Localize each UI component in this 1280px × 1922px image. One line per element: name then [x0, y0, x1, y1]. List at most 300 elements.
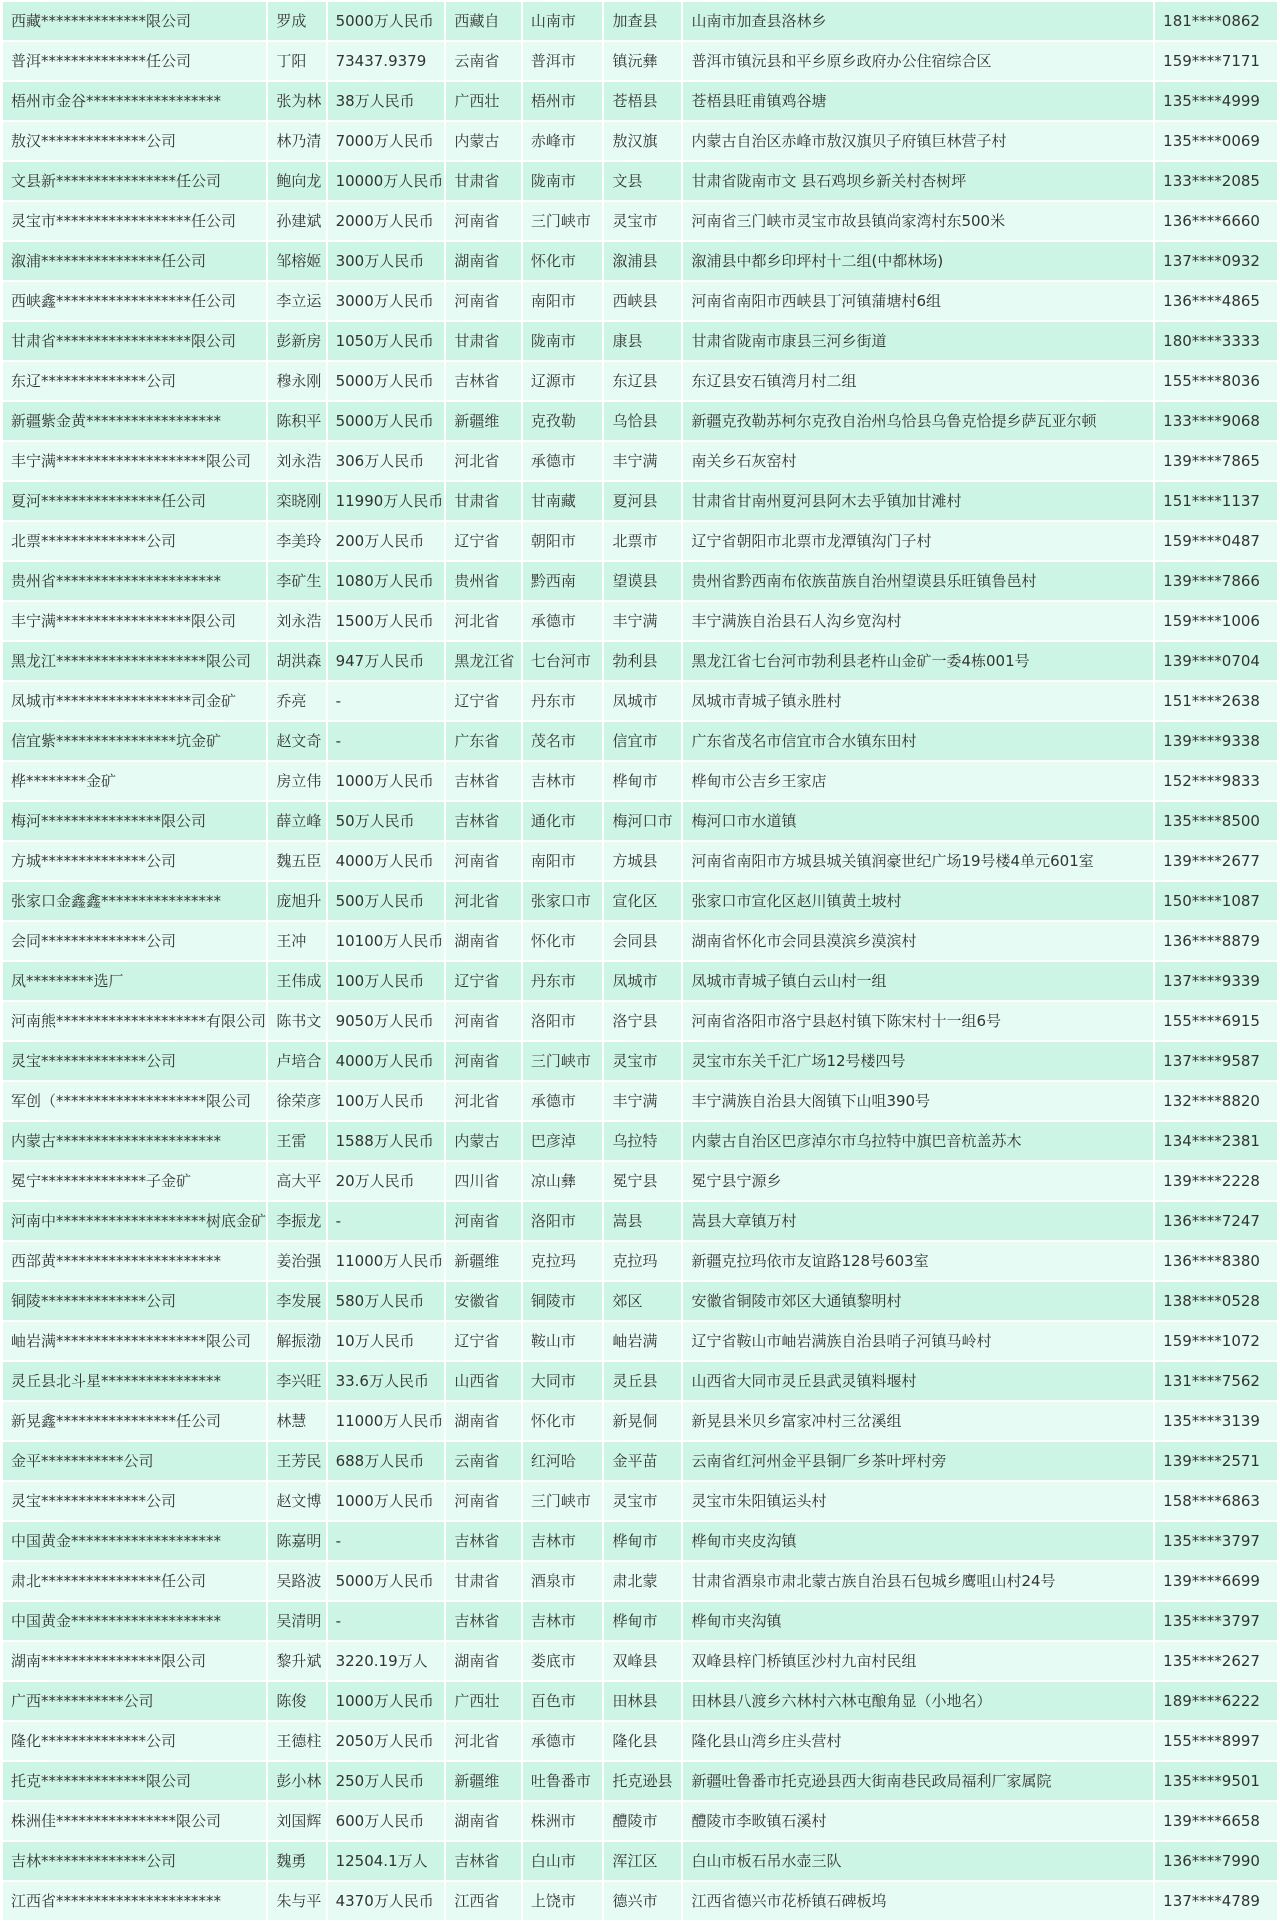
province-cell: 河南省 [446, 1202, 521, 1240]
phone-cell: 155****6915 [1155, 1002, 1277, 1040]
table-row [3, 122, 1277, 160]
province-cell: 广东省 [446, 722, 521, 760]
legal-rep-cell: 解振渤 [268, 1322, 325, 1360]
address-cell: 双峰县梓门桥镇匡沙村九亩村民组 [683, 1642, 1153, 1680]
registered-capital-cell: - [328, 722, 445, 760]
registered-capital-cell: 2000万人民币 [328, 202, 445, 240]
address-cell: 山西省大同市灵丘县武灵镇料堰村 [683, 1362, 1153, 1400]
registered-capital-cell: - [328, 682, 445, 720]
registered-capital-cell: 580万人民币 [328, 1282, 445, 1320]
province-cell: 河南省 [446, 1002, 521, 1040]
company-name-cell: 湖南****************限公司 [3, 1642, 266, 1680]
phone-cell: 135****3797 [1155, 1602, 1277, 1640]
city-cell: 茂名市 [523, 722, 603, 760]
legal-rep-cell: 穆永刚 [268, 362, 325, 400]
phone-cell: 135****2627 [1155, 1642, 1277, 1680]
address-cell: 湖南省怀化市会同县漠滨乡漠滨村 [683, 922, 1153, 960]
legal-rep-cell: 姜治强 [268, 1242, 325, 1280]
address-cell: 河南省南阳市西峡县丁河镇蒲塘村6组 [683, 282, 1153, 320]
registered-capital-cell: 3000万人民币 [328, 282, 445, 320]
address-cell: 辽宁省鞍山市岫岩满族自治县哨子河镇马岭村 [683, 1322, 1153, 1360]
city-cell: 承德市 [523, 1722, 603, 1760]
table-row [3, 242, 1277, 280]
address-cell: 桦甸市夹沟镇 [683, 1602, 1153, 1640]
address-cell: 河南省南阳市方城县城关镇润豪世纪广场19号楼4单元601室 [683, 842, 1153, 880]
address-cell: 张家口市宣化区赵川镇黄土坡村 [683, 882, 1153, 920]
registered-capital-cell: 10万人民币 [328, 1322, 445, 1360]
county-cell: 灵宝市 [604, 202, 681, 240]
legal-rep-cell: 李振龙 [268, 1202, 325, 1240]
phone-cell: 134****2381 [1155, 1122, 1277, 1160]
county-cell: 溆浦县 [604, 242, 681, 280]
address-cell: 普洱市镇沅县和平乡原乡政府办公住宿综合区 [683, 42, 1153, 80]
province-cell: 河北省 [446, 882, 521, 920]
legal-rep-cell: 栾晓刚 [268, 482, 325, 520]
city-cell: 凉山彝 [523, 1162, 603, 1200]
province-cell: 湖南省 [446, 1802, 521, 1840]
province-cell: 吉林省 [446, 1842, 521, 1880]
province-cell: 江西省 [446, 1882, 521, 1920]
registered-capital-cell: 11000万人民币 [328, 1402, 445, 1440]
phone-cell: 133****2085 [1155, 162, 1277, 200]
phone-cell: 133****9068 [1155, 402, 1277, 440]
county-cell: 肃北蒙 [604, 1562, 681, 1600]
company-name-cell: 贵州省********************** [3, 562, 266, 600]
county-cell: 方城县 [604, 842, 681, 880]
county-cell: 北票市 [604, 522, 681, 560]
legal-rep-cell: 王冲 [268, 922, 325, 960]
address-cell: 灵宝市朱阳镇运头村 [683, 1482, 1153, 1520]
legal-rep-cell: 王伟成 [268, 962, 325, 1000]
address-cell: 山南市加查县洛林乡 [683, 2, 1153, 40]
address-cell: 凤城市青城子镇永胜村 [683, 682, 1153, 720]
company-name-cell: 中国黄金******************** [3, 1522, 266, 1560]
province-cell: 云南省 [446, 42, 521, 80]
registered-capital-cell: - [328, 1202, 445, 1240]
city-cell: 百色市 [523, 1682, 603, 1720]
table-row [3, 1042, 1277, 1080]
registered-capital-cell: 4370万人民币 [328, 1882, 445, 1920]
company-name-cell: 内蒙古********************** [3, 1122, 266, 1160]
registered-capital-cell: 5000万人民币 [328, 1562, 445, 1600]
phone-cell: 135****0069 [1155, 122, 1277, 160]
address-cell: 内蒙古自治区赤峰市敖汉旗贝子府镇巨林营子村 [683, 122, 1153, 160]
legal-rep-cell: 高大平 [268, 1162, 325, 1200]
company-name-cell: 江西省********************** [3, 1882, 266, 1920]
legal-rep-cell: 房立伟 [268, 762, 325, 800]
legal-rep-cell: 罗成 [268, 2, 325, 40]
registered-capital-cell: 1000万人民币 [328, 1482, 445, 1520]
table-row [3, 322, 1277, 360]
phone-cell: 189****6222 [1155, 1682, 1277, 1720]
company-name-cell: 信宜紫****************坑金矿 [3, 722, 266, 760]
phone-cell: 150****1087 [1155, 882, 1277, 920]
legal-rep-cell: 黎升斌 [268, 1642, 325, 1680]
province-cell: 吉林省 [446, 1602, 521, 1640]
registered-capital-cell: 11990万人民币 [328, 482, 445, 520]
company-name-cell: 凤*********选厂 [3, 962, 266, 1000]
county-cell: 醴陵市 [604, 1802, 681, 1840]
address-cell: 溆浦县中都乡印坪村十二组(中都林场) [683, 242, 1153, 280]
table-row [3, 1202, 1277, 1240]
phone-cell: 139****6699 [1155, 1562, 1277, 1600]
legal-rep-cell: 林慧 [268, 1402, 325, 1440]
city-cell: 吐鲁番市 [523, 1762, 603, 1800]
table-row [3, 1402, 1277, 1440]
city-cell: 克孜勒 [523, 402, 603, 440]
city-cell: 白山市 [523, 1842, 603, 1880]
phone-cell: 136****4865 [1155, 282, 1277, 320]
county-cell: 西峡县 [604, 282, 681, 320]
legal-rep-cell: 魏五臣 [268, 842, 325, 880]
city-cell: 株洲市 [523, 1802, 603, 1840]
province-cell: 吉林省 [446, 762, 521, 800]
phone-cell: 137****9339 [1155, 962, 1277, 1000]
province-cell: 湖南省 [446, 922, 521, 960]
county-cell: 克拉玛 [604, 1242, 681, 1280]
province-cell: 吉林省 [446, 362, 521, 400]
table-row [3, 762, 1277, 800]
registered-capital-cell: 600万人民币 [328, 1802, 445, 1840]
legal-rep-cell: 林乃清 [268, 122, 325, 160]
province-cell: 黑龙江省 [446, 642, 521, 680]
table-row [3, 602, 1277, 640]
province-cell: 新疆维 [446, 1762, 521, 1800]
city-cell: 上饶市 [523, 1882, 603, 1920]
table-row [3, 442, 1277, 480]
table-row [3, 1082, 1277, 1120]
county-cell: 托克逊县 [604, 1762, 681, 1800]
table-row [3, 202, 1277, 240]
phone-cell: 137****9587 [1155, 1042, 1277, 1080]
province-cell: 辽宁省 [446, 682, 521, 720]
company-name-cell: 隆化**************公司 [3, 1722, 266, 1760]
county-cell: 灵宝市 [604, 1042, 681, 1080]
company-name-cell: 金平***********公司 [3, 1442, 266, 1480]
table-row [3, 1282, 1277, 1320]
city-cell: 吉林市 [523, 1602, 603, 1640]
city-cell: 三门峡市 [523, 202, 603, 240]
city-cell: 梧州市 [523, 82, 603, 120]
table-row [3, 482, 1277, 520]
county-cell: 隆化县 [604, 1722, 681, 1760]
province-cell: 湖南省 [446, 242, 521, 280]
city-cell: 酒泉市 [523, 1562, 603, 1600]
table-row [3, 1242, 1277, 1280]
company-name-cell: 岫岩满********************限公司 [3, 1322, 266, 1360]
registered-capital-cell: 1000万人民币 [328, 762, 445, 800]
company-name-cell: 西峡鑫******************任公司 [3, 282, 266, 320]
province-cell: 内蒙古 [446, 122, 521, 160]
registered-capital-cell: 1500万人民币 [328, 602, 445, 640]
registered-capital-cell: 38万人民币 [328, 82, 445, 120]
phone-cell: 135****9501 [1155, 1762, 1277, 1800]
address-cell: 丰宁满族自治县大阁镇下山咀390号 [683, 1082, 1153, 1120]
company-name-cell: 凤城市******************司金矿 [3, 682, 266, 720]
county-cell: 灵宝市 [604, 1482, 681, 1520]
table-row [3, 1722, 1277, 1760]
phone-cell: 159****7171 [1155, 42, 1277, 80]
table-row [3, 642, 1277, 680]
registered-capital-cell: - [328, 1602, 445, 1640]
province-cell: 河北省 [446, 1722, 521, 1760]
registered-capital-cell: 12504.1万人 [328, 1842, 445, 1880]
province-cell: 新疆维 [446, 402, 521, 440]
company-name-cell: 梧州市金谷****************** [3, 82, 266, 120]
company-name-cell: 株洲佳****************限公司 [3, 1802, 266, 1840]
table-row [3, 722, 1277, 760]
registered-capital-cell: 73437.9379 [328, 42, 445, 80]
county-cell: 田林县 [604, 1682, 681, 1720]
county-cell: 望谟县 [604, 562, 681, 600]
company-name-cell: 文县新****************任公司 [3, 162, 266, 200]
city-cell: 洛阳市 [523, 1002, 603, 1040]
phone-cell: 151****2638 [1155, 682, 1277, 720]
company-name-cell: 西藏**************限公司 [3, 2, 266, 40]
city-cell: 张家口市 [523, 882, 603, 920]
address-cell: 梅河口市水道镇 [683, 802, 1153, 840]
table-row [3, 1362, 1277, 1400]
city-cell: 南阳市 [523, 842, 603, 880]
county-cell: 丰宁满 [604, 1082, 681, 1120]
table-row [3, 522, 1277, 560]
county-cell: 丰宁满 [604, 602, 681, 640]
province-cell: 河南省 [446, 202, 521, 240]
company-name-cell: 张家口金鑫鑫**************** [3, 882, 266, 920]
table-row [3, 1442, 1277, 1480]
county-cell: 苍梧县 [604, 82, 681, 120]
company-name-cell: 中国黄金******************** [3, 1602, 266, 1640]
address-cell: 灵宝市东关千汇广场12号楼四号 [683, 1042, 1153, 1080]
table-row [3, 1162, 1277, 1200]
legal-rep-cell: 张为林 [268, 82, 325, 120]
registered-capital-cell: 10000万人民币 [328, 162, 445, 200]
table-row [3, 842, 1277, 880]
province-cell: 云南省 [446, 1442, 521, 1480]
phone-cell: 139****2677 [1155, 842, 1277, 880]
county-cell: 桦甸市 [604, 1522, 681, 1560]
city-cell: 鞍山市 [523, 1322, 603, 1360]
province-cell: 辽宁省 [446, 1322, 521, 1360]
county-cell: 加查县 [604, 2, 681, 40]
table-row [3, 1802, 1277, 1840]
county-cell: 冕宁县 [604, 1162, 681, 1200]
address-cell: 冕宁县宁源乡 [683, 1162, 1153, 1200]
company-name-cell: 铜陵**************公司 [3, 1282, 266, 1320]
city-cell: 洛阳市 [523, 1202, 603, 1240]
province-cell: 辽宁省 [446, 522, 521, 560]
legal-rep-cell: 赵文奇 [268, 722, 325, 760]
legal-rep-cell: 陈积平 [268, 402, 325, 440]
company-name-cell: 普洱**************任公司 [3, 42, 266, 80]
city-cell: 承德市 [523, 1082, 603, 1120]
address-cell: 江西省德兴市花桥镇石碑板坞 [683, 1882, 1153, 1920]
county-cell: 信宜市 [604, 722, 681, 760]
phone-cell: 135****3139 [1155, 1402, 1277, 1440]
province-cell: 河北省 [446, 602, 521, 640]
legal-rep-cell: 王芳民 [268, 1442, 325, 1480]
registered-capital-cell: 5000万人民币 [328, 2, 445, 40]
province-cell: 甘肃省 [446, 482, 521, 520]
company-name-cell: 梅河****************限公司 [3, 802, 266, 840]
table-row [3, 1562, 1277, 1600]
table-row [3, 1882, 1277, 1920]
address-cell: 白山市板石吊水壶三队 [683, 1842, 1153, 1880]
city-cell: 陇南市 [523, 322, 603, 360]
county-cell: 宣化区 [604, 882, 681, 920]
city-cell: 七台河市 [523, 642, 603, 680]
registered-capital-cell: 1588万人民币 [328, 1122, 445, 1160]
address-cell: 内蒙古自治区巴彦淖尔市乌拉特中旗巴音杭盖苏木 [683, 1122, 1153, 1160]
address-cell: 贵州省黔西南布依族苗族自治州望谟县乐旺镇鲁邑村 [683, 562, 1153, 600]
registered-capital-cell: 33.6万人民币 [328, 1362, 445, 1400]
table-row [3, 1642, 1277, 1680]
registered-capital-cell: 20万人民币 [328, 1162, 445, 1200]
legal-rep-cell: 丁阳 [268, 42, 325, 80]
province-cell: 辽宁省 [446, 962, 521, 1000]
phone-cell: 151****1137 [1155, 482, 1277, 520]
phone-cell: 136****7990 [1155, 1842, 1277, 1880]
company-table [1, 0, 1279, 1922]
city-cell: 陇南市 [523, 162, 603, 200]
company-name-cell: 灵宝市******************任公司 [3, 202, 266, 240]
table-row [3, 802, 1277, 840]
phone-cell: 131****7562 [1155, 1362, 1277, 1400]
city-cell: 三门峡市 [523, 1042, 603, 1080]
company-name-cell: 西部黄********************** [3, 1242, 266, 1280]
registered-capital-cell: 5000万人民币 [328, 402, 445, 440]
city-cell: 山南市 [523, 2, 603, 40]
county-cell: 凤城市 [604, 682, 681, 720]
table-row [3, 882, 1277, 920]
province-cell: 贵州省 [446, 562, 521, 600]
phone-cell: 181****0862 [1155, 2, 1277, 40]
city-cell: 红河哈 [523, 1442, 603, 1480]
phone-cell: 139****2228 [1155, 1162, 1277, 1200]
registered-capital-cell: 1000万人民币 [328, 1682, 445, 1720]
city-cell: 普洱市 [523, 42, 603, 80]
address-cell: 南关乡石灰窑村 [683, 442, 1153, 480]
company-name-cell: 黑龙江********************限公司 [3, 642, 266, 680]
company-name-cell: 丰宁满******************限公司 [3, 602, 266, 640]
phone-cell: 158****6863 [1155, 1482, 1277, 1520]
registered-capital-cell: 11000万人民币 [328, 1242, 445, 1280]
phone-cell: 136****6660 [1155, 202, 1277, 240]
legal-rep-cell: 李发展 [268, 1282, 325, 1320]
address-cell: 甘肃省酒泉市肃北蒙古族自治县石包城乡鹰咀山村24号 [683, 1562, 1153, 1600]
phone-cell: 136****7247 [1155, 1202, 1277, 1240]
county-cell: 德兴市 [604, 1882, 681, 1920]
province-cell: 河南省 [446, 282, 521, 320]
city-cell: 辽源市 [523, 362, 603, 400]
county-cell: 郊区 [604, 1282, 681, 1320]
registered-capital-cell: 10100万人民币 [328, 922, 445, 960]
county-cell: 东辽县 [604, 362, 681, 400]
company-name-cell: 方城**************公司 [3, 842, 266, 880]
registered-capital-cell: 1080万人民币 [328, 562, 445, 600]
company-name-cell: 吉林**************公司 [3, 1842, 266, 1880]
county-cell: 浑江区 [604, 1842, 681, 1880]
phone-cell: 138****0528 [1155, 1282, 1277, 1320]
province-cell: 吉林省 [446, 802, 521, 840]
legal-rep-cell: 李矿生 [268, 562, 325, 600]
table-row [3, 1482, 1277, 1520]
address-cell: 安徽省铜陵市郊区大通镇黎明村 [683, 1282, 1153, 1320]
table-row [3, 562, 1277, 600]
registered-capital-cell: 306万人民币 [328, 442, 445, 480]
registered-capital-cell: 200万人民币 [328, 522, 445, 560]
city-cell: 铜陵市 [523, 1282, 603, 1320]
company-name-cell: 夏河****************任公司 [3, 482, 266, 520]
city-cell: 甘南藏 [523, 482, 603, 520]
phone-cell: 136****8879 [1155, 922, 1277, 960]
city-cell: 吉林市 [523, 762, 603, 800]
legal-rep-cell: 王德柱 [268, 1722, 325, 1760]
table-row [3, 1842, 1277, 1880]
company-name-cell: 灵丘县北斗星**************** [3, 1362, 266, 1400]
phone-cell: 152****9833 [1155, 762, 1277, 800]
county-cell: 会同县 [604, 922, 681, 960]
city-cell: 大同市 [523, 1362, 603, 1400]
table-row [3, 1522, 1277, 1560]
company-name-cell: 肃北****************任公司 [3, 1562, 266, 1600]
province-cell: 山西省 [446, 1362, 521, 1400]
address-cell: 甘肃省陇南市文 县石鸡坝乡新关村杏树坪 [683, 162, 1153, 200]
address-cell: 新疆吐鲁番市托克逊县西大街南巷民政局福利厂家属院 [683, 1762, 1153, 1800]
table-row [3, 682, 1277, 720]
legal-rep-cell: 薛立峰 [268, 802, 325, 840]
company-name-cell: 广西***********公司 [3, 1682, 266, 1720]
address-cell: 新晃县米贝乡富家冲村三岔溪组 [683, 1402, 1153, 1440]
company-name-cell: 河南熊********************有限公司 [3, 1002, 266, 1040]
company-name-cell: 东辽**************公司 [3, 362, 266, 400]
legal-rep-cell: 陈书文 [268, 1002, 325, 1040]
table-row [3, 1002, 1277, 1040]
phone-cell: 180****3333 [1155, 322, 1277, 360]
address-cell: 甘肃省陇南市康县三河乡街道 [683, 322, 1153, 360]
registered-capital-cell: 1050万人民币 [328, 322, 445, 360]
company-name-cell: 甘肃省******************限公司 [3, 322, 266, 360]
province-cell: 湖南省 [446, 1642, 521, 1680]
county-cell: 凤城市 [604, 962, 681, 1000]
legal-rep-cell: 孙建斌 [268, 202, 325, 240]
city-cell: 怀化市 [523, 1402, 603, 1440]
registered-capital-cell: 100万人民币 [328, 962, 445, 1000]
phone-cell: 139****6658 [1155, 1802, 1277, 1840]
address-cell: 河南省三门峡市灵宝市故县镇尚家湾村东500米 [683, 202, 1153, 240]
table-row [3, 922, 1277, 960]
address-cell: 苍梧县旺甫镇鸡谷塘 [683, 82, 1153, 120]
city-cell: 承德市 [523, 442, 603, 480]
province-cell: 广西壮 [446, 82, 521, 120]
legal-rep-cell: 朱与平 [268, 1882, 325, 1920]
province-cell: 吉林省 [446, 1522, 521, 1560]
table-row [3, 1602, 1277, 1640]
table-row [3, 962, 1277, 1000]
legal-rep-cell: 乔亮 [268, 682, 325, 720]
address-cell: 东辽县安石镇湾月村二组 [683, 362, 1153, 400]
company-name-cell: 丰宁满********************限公司 [3, 442, 266, 480]
legal-rep-cell: 刘永浩 [268, 602, 325, 640]
company-name-cell: 河南中********************树底金矿 [3, 1202, 266, 1240]
address-cell: 河南省洛阳市洛宁县赵村镇下陈宋村十一组6号 [683, 1002, 1153, 1040]
phone-cell: 155****8036 [1155, 362, 1277, 400]
registered-capital-cell: 50万人民币 [328, 802, 445, 840]
phone-cell: 159****0487 [1155, 522, 1277, 560]
table-row [3, 162, 1277, 200]
address-cell: 辽宁省朝阳市北票市龙潭镇沟门子村 [683, 522, 1153, 560]
table-row [3, 2, 1277, 40]
